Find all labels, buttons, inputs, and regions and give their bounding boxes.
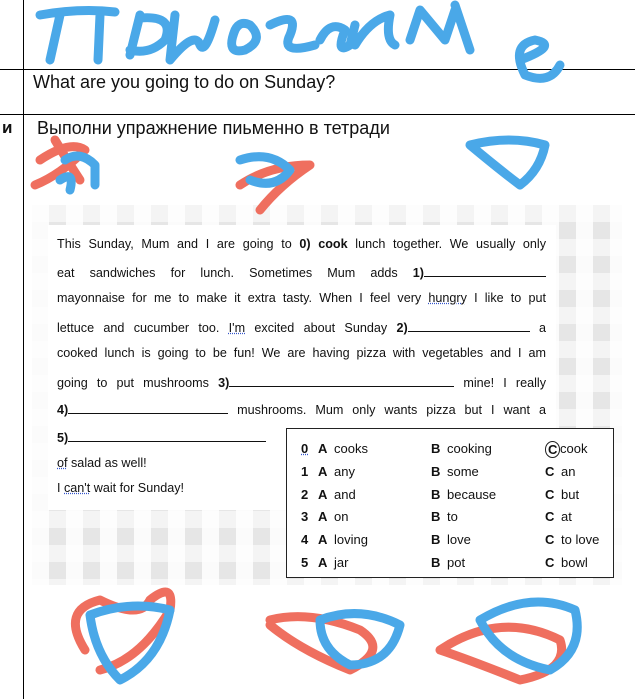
passage-text: cooked lunch is going to be fun! We are having pizza with vegetables and I am	[57, 346, 546, 360]
task-instruction: Выполни упражнение пиьменно в тетради	[37, 118, 390, 138]
option-c[interactable]: bowl	[561, 555, 588, 570]
letter-b: B	[431, 555, 441, 570]
letter-a: A	[318, 555, 328, 570]
scribble-red	[35, 140, 562, 680]
gap-number: 4)	[57, 403, 69, 417]
passage-text: lunch together. We usually only	[347, 237, 547, 251]
letter-b: B	[431, 441, 441, 456]
letter-b: B	[431, 509, 441, 525]
passage-text: lettuce and cucumber too.	[57, 321, 229, 335]
option-a[interactable]: and	[334, 486, 356, 502]
gap-number: 1)	[412, 266, 424, 280]
option-a[interactable]: jar	[334, 555, 349, 570]
letter-c: C	[545, 555, 555, 570]
letter-a: A	[318, 486, 328, 502]
option-c[interactable]: cook	[560, 441, 588, 456]
option-number: 4	[301, 532, 309, 548]
option-number: 2	[301, 486, 309, 502]
passage-text: excited about Sunday	[245, 321, 397, 335]
handwriting-title	[40, 5, 560, 78]
gap-number: 3)	[218, 376, 230, 390]
passage-text: of	[57, 456, 68, 470]
option-b[interactable]: some	[447, 463, 479, 479]
letter-c: C	[545, 509, 555, 525]
letter-c: C	[545, 463, 555, 479]
option-number: 3	[301, 509, 309, 525]
side-mark: и	[2, 118, 13, 137]
letter-b: B	[431, 486, 441, 502]
passage-text: I	[57, 481, 64, 495]
option-number: 0	[301, 441, 309, 456]
question-text: What are you going to do on Sunday?	[33, 72, 336, 92]
letter-a: A	[318, 441, 328, 456]
option-b[interactable]: pot	[447, 555, 466, 570]
passage-text: mine! I really	[454, 376, 546, 390]
passage-text: This Sunday, Mum and I are going to	[57, 237, 300, 251]
passage-text: mushrooms. Mum only wants pizza but I want a	[228, 403, 546, 417]
option-c[interactable]: an	[561, 463, 576, 479]
circled-letter-c: C	[545, 441, 560, 458]
scribble-blue	[60, 140, 580, 680]
option-b[interactable]: to	[447, 509, 458, 525]
letter-b: B	[431, 532, 441, 548]
passage-text: going to put mushrooms	[57, 376, 219, 390]
option-a[interactable]: any	[334, 463, 355, 479]
gap-number: 0) cook	[299, 237, 348, 251]
letter-b: B	[431, 463, 441, 479]
option-b[interactable]: because	[447, 486, 497, 502]
option-b[interactable]: cooking	[447, 441, 492, 456]
gap-number: 5)	[57, 431, 69, 445]
passage-text: salad as well!	[67, 456, 147, 470]
gap-number: 2)	[396, 321, 408, 335]
option-c[interactable]: at	[561, 509, 572, 525]
letter-a: A	[318, 532, 328, 548]
letter-c: C	[545, 532, 555, 548]
option-a[interactable]: cooks	[334, 441, 368, 456]
letter-c: C	[545, 486, 555, 502]
letter-a: A	[318, 463, 328, 479]
option-c[interactable]: to love	[561, 532, 600, 548]
option-number: 1	[301, 463, 309, 479]
passage-text: I'm	[228, 321, 246, 335]
passage-text: hungry	[428, 291, 467, 305]
option-number: 5	[301, 555, 309, 570]
passage-text: I like to put	[466, 291, 546, 305]
passage-text: wait for Sunday!	[90, 481, 185, 495]
option-a[interactable]: loving	[334, 532, 368, 548]
passage-text: eat sandwiches for lunch. Sometimes Mum adds	[57, 266, 413, 280]
passage-text: mayonnaise for me to make it extra tasty. When I feel very	[57, 291, 429, 305]
passage-text: a	[529, 321, 546, 335]
option-b[interactable]: love	[447, 532, 471, 548]
letter-a: A	[318, 509, 328, 525]
option-a[interactable]: on	[334, 509, 349, 525]
passage-text: can't	[64, 481, 91, 495]
option-c[interactable]: but	[561, 486, 580, 502]
